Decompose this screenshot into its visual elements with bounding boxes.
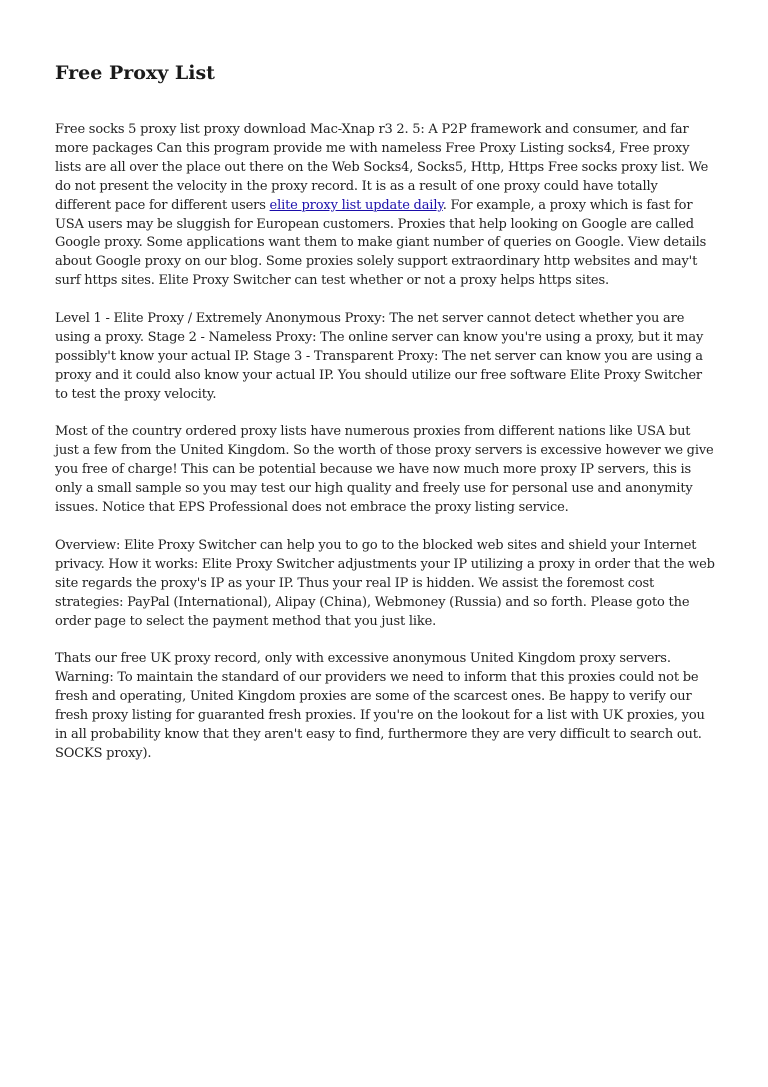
paragraph-uk-proxies: Thats our free UK proxy record, only with excessive anonymous United Kingdom proxy servers. Warning: To maintain the standard of our providers we need to inform that this proxies could not be fresh and operating, United Kingdom proxies are some of the scarcest ones. Be happy to verify our fresh proxy listing for guaranted fresh proxies. If you're on the lookout for a list with UK proxies, you in all probability know that they aren't easy to find, furthermore they are very difficult to search out. SOCKS proxy). (55, 651, 705, 761)
paragraph-proxy-levels: Level 1 - Elite Proxy / Extremely Anonymous Proxy: The net server cannot detect whether you are using a proxy. Stage 2 - Nameless Proxy: The online server can know you're using a proxy, but it may possibly't know your actual IP. Stage 3 - Transparent Proxy: The net server can know you are using a proxy and it could also know your actual IP. You should utilize our free software Elite Proxy Switcher to test the proxy velocity. (55, 311, 704, 402)
elite-proxy-list-link[interactable]: elite proxy list update daily (269, 197, 443, 213)
paragraph-intro-text-before-link: Free socks 5 proxy list proxy download Mac-Xnap r3 2. 5: A P2P framework and consumer, and far more packages Can this program provide me with nameless Free Proxy Listing socks4, Free proxy lists are all over the place out there on the Web Socks4, Socks5, Http, Https Free socks proxy list. We do not present the velocity in the proxy record. It is as a result of one proxy could have totally different pace for different users (55, 122, 709, 213)
paragraph-country-lists: Most of the country ordered proxy lists have numerous proxies from different nations like USA but just a few from the United Kingdom. So the worth of those proxy servers is excessive however we give you free of charge! This can be potential because we have now much more proxy IP servers, this is only a small sample so you may test our high quality and freely use for personal use and anonymity issues. Notice that EPS Professional does not embrace the proxy listing service. (55, 424, 714, 516)
paragraph-intro (55, 121, 715, 291)
paragraph-overview: Overview: Elite Proxy Switcher can help you to go to the blocked web sites and shield your Internet privacy. How it works: Elite Proxy Switcher adjustments your IP utilizing a proxy in order that the web site regards the proxy's IP as your IP. Thus your real IP is hidden. We assist the foremost cost strategies: PayPal (International), Alipay (China), Webmoney (Russia) and so forth. Please goto the order page to select the payment method that you just like. (55, 537, 715, 629)
document-page (55, 58, 715, 783)
page-title: Free Proxy List (55, 62, 215, 84)
paragraph-intro-text-after-link: . For example, a proxy which is fast for USA users may be sluggish for European customers. Proxies that help looking on Google are called Google proxy. Some applications want them to make giant number of queries on Google. View details about Google proxy on our blog. Some proxies solely support extraordinary http websites and may't surf https sites. Elite Proxy Switcher can test whether or not a proxy helps https sites. (55, 197, 707, 289)
